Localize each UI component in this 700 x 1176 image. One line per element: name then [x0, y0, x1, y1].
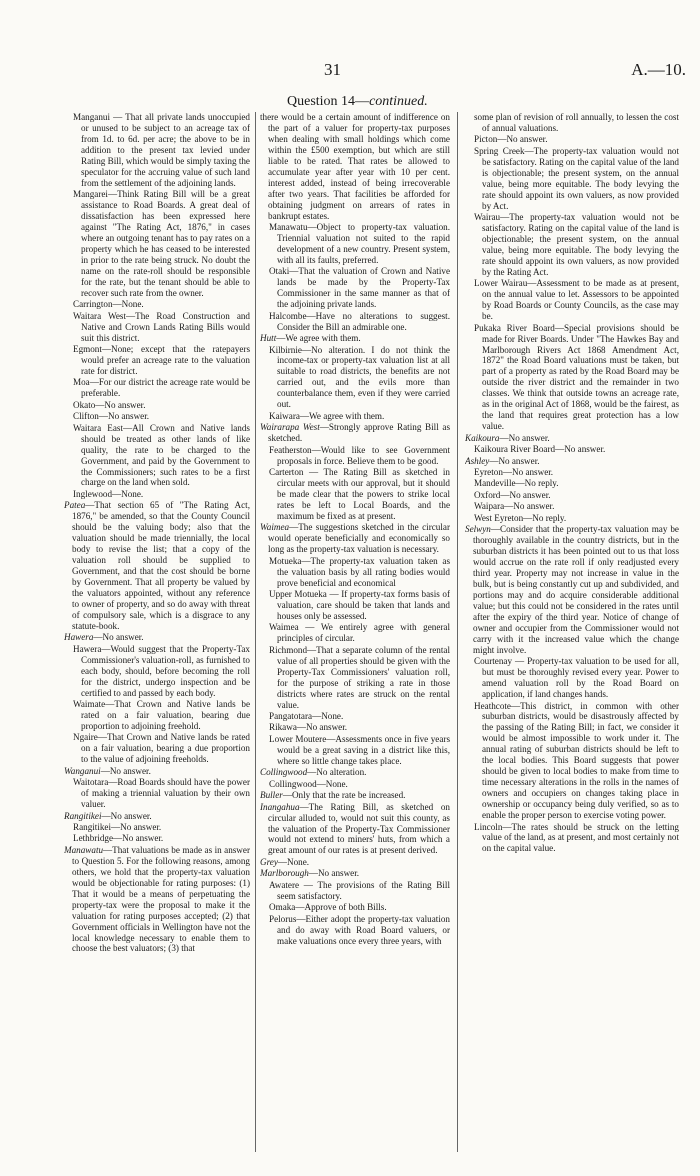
report-entry [465, 456, 679, 467]
report-entry [474, 323, 679, 433]
question-heading-continued: continued. [369, 94, 428, 109]
entry-text: Otaki—That the valuation of Crown and Native lands be made by the Property-Tax Commissioner in the same manner as that of the adjoining private lands. [269, 266, 450, 310]
county-heading: Hawera [64, 632, 94, 643]
column-divider-2 [457, 112, 458, 1152]
county-heading: Patea [64, 500, 86, 511]
report-entry [260, 333, 450, 344]
entry-text: Rikawa—No answer. [269, 722, 348, 733]
report-entry [260, 767, 450, 778]
entry-text: Featherston—Would like to see Government proposals in force. Believe them to be good. [269, 444, 450, 466]
county-heading: Inangahua [260, 801, 300, 812]
report-entry [269, 467, 450, 522]
report-entry [269, 345, 450, 411]
entry-text: Picton—No answer. [474, 134, 548, 145]
report-entry [474, 146, 679, 212]
report-entry [260, 790, 450, 801]
county-heading: Wanganui [64, 765, 101, 776]
entry-text: Motueka—The property-tax valuation taken as the valuation basis by all rating bodies would prove beneficial and economical [269, 555, 450, 588]
entry-text: Mangarei—Think Rating Bill will be a great assistance to Road Boards. A great deal of dissatisfaction has been expressed here against "The Rating Act, 1876," in cases where an outgoing tenant has to pay rates on a property which he has ceased to be interested in prior to the rate being struck. No doubt the name on the rate-roll should be responsible for the rate, but the tenant should be able to recover such rate from the owner. [73, 189, 250, 298]
entry-text: some plan of revision of roll annually, to lessen the cost of annual valuations. [474, 112, 679, 133]
page-header [0, 0, 700, 84]
report-entry [474, 822, 679, 855]
entry-text: Kaiwara—We agree with them. [269, 410, 385, 421]
report-entry [73, 489, 250, 500]
county-heading: Wairarapa West [260, 422, 320, 433]
report-entry [474, 490, 679, 501]
entry-text: Lower Moutere—Assessments once in five years would be a great saving in a district like this, where so little change takes place. [269, 733, 450, 766]
report-entry [64, 632, 250, 643]
entry-text: Carrington—None. [73, 299, 144, 310]
report-entry [474, 134, 679, 145]
report-entry [269, 222, 450, 266]
report-entry [260, 422, 450, 444]
report-entry [269, 880, 450, 902]
entry-text: Ngaire—That Crown and Native lands be rated on a fair valuation, bearing a due proportion to the value of adjoining freeholds. [73, 732, 250, 765]
report-entry [269, 556, 450, 589]
report-entry [73, 411, 250, 422]
document-reference: A.—10. [631, 60, 686, 79]
report-entry [474, 656, 679, 700]
report-entry [474, 444, 679, 455]
report-entry [73, 311, 250, 344]
entry-text: Lincoln—The rates should be struck on the letting value of the land, as at present, and most certainly not on the capital value. [474, 821, 679, 854]
entry-text: Waitara East—All Crown and Native lands should be treated as other lands of like quality, the rate to be charged to the Government, and paid by the Government to the Commissioners; such rates to be a first charge on the land when sold. [73, 422, 250, 488]
entry-text: Kilbirnie—No alteration. I do not think the income-tax or property-tax valuation list at all suitable to road districts, the benefits are not carried out, and the evils more than counterbalance them, even if they were carried out. [269, 344, 450, 410]
county-heading: Rangitikei [64, 810, 102, 821]
report-entry [73, 344, 250, 377]
entry-text: Okato—No answer. [73, 399, 146, 410]
report-entry [269, 445, 450, 467]
entry-text: Oxford—No answer. [474, 489, 551, 500]
entry-text: West Eyreton—No reply. [474, 512, 567, 523]
entry-text: —No answer. [308, 868, 360, 879]
county-heading: Collingwood [260, 767, 308, 778]
report-entry [474, 701, 679, 821]
report-entry [269, 711, 450, 722]
county-heading: Grey [260, 856, 278, 867]
entry-text: —Strongly approve Rating Bill as sketched. [268, 422, 450, 444]
entry-text: Pukaka River Board—Special provisions should be made for River Boards. Under "The Hawkes Bay and Marlborough Rivers Act 1868 Amendment Act, 1872" the Road Board valuations must be taken, but part of a property as rated by the Road Board may be outside the river district and the remainder in two classes. We think that outside towns an acreage rate, as in the original Act of 1868, would be the fairest, as the land that requires great protection has a low value. [474, 322, 679, 432]
report-entry [64, 766, 250, 777]
report-entry [269, 914, 450, 947]
report-entry [73, 699, 250, 732]
report-entry [269, 589, 450, 622]
report-entry [260, 868, 450, 879]
report-entry [269, 722, 450, 733]
county-heading: Kaikoura [465, 432, 500, 443]
entry-text: Halcombe—Have no alterations to suggest. Consider the Bill an admirable one. [269, 310, 450, 332]
entry-text: there would be a certain amount of indifference on the part of a valuer for property-tax purposes when dealing with small holdings which come within the £500 exemption, but which are still liable to be rated. That rates be allowed to accumulate year after year with 10 per cent. interest added, instead of being irrecoverable after two years. That facilities be afforded for obtaining judgment on arrears of rates in bankrupt estates. [260, 112, 450, 221]
entry-text: —The Rating Bill, as sketched on circular alluded to, would not suit this county, as the valuation of the Property-Tax Commissioner would not extend to miners' huts, from which a great amount of our rates is at present derived. [268, 801, 450, 856]
report-entry [73, 423, 250, 489]
entry-text: —No alteration. [307, 767, 367, 778]
entry-text: Eyreton—No answer. [474, 467, 554, 477]
county-heading: Waimea [260, 522, 290, 533]
entry-text: Rangitikei—No answer. [73, 822, 162, 832]
report-entry [474, 513, 679, 524]
report-entry [64, 845, 250, 955]
entry-text: Collingwood—None. [269, 778, 348, 789]
report-entry [269, 311, 450, 333]
text-column-3 [465, 112, 679, 1172]
entry-text: Manawatu—Object to property-tax valuation. Triennial valuation not suited to the rapid development of a new country. Present system, with all its faults, preferred. [269, 222, 450, 265]
report-entry [73, 833, 250, 844]
report-entry [465, 524, 679, 655]
entry-text: Hawera—Would suggest that the Property-Tax Commissioner's valuation-roll, as furnished to each body, should, before becoming the roll for the district, undergo inspection and be certified to and passed by each body. [73, 643, 250, 698]
report-entry [269, 779, 450, 790]
question-heading [287, 94, 428, 110]
entry-text: —No answer. [100, 765, 151, 776]
entry-text: Waimea — We entirely agree with general principles of circular. [269, 622, 450, 644]
entry-text: Richmond—That a separate column of the rental value of all properties should be given with the Property-Tax Commissioners' valuation roll, for the purpose of striking a rate in those districts where rates are struck on the rental value. [269, 644, 450, 710]
county-heading: Ashley [465, 455, 490, 466]
text-column-2 [260, 112, 450, 1172]
report-entry [73, 299, 250, 310]
report-entry [73, 377, 250, 399]
report-entry [474, 278, 679, 322]
page-number: 31 [324, 60, 341, 79]
entry-text: Kaikoura River Board—No answer. [474, 444, 606, 455]
entry-text: Waitotara—Road Boards should have the power of making a triennial valuation by their own valuer. [73, 777, 250, 810]
entry-text: Lower Wairau—Assessment to be made as at present, on the annual value to let. Assessors to be appointed by Road Boards or County Councils, as the case may be. [474, 278, 679, 322]
entry-text: —That valuations be made as in answer to Question 5. For the following reasons, among others, we hold that the property-tax valuation would be objectionable for rating purposes: (1) That it would be a means of perpetuating the property-tax were the proposal to make it the valuation for rating purposes accepted; (2) that Government officials in Wellington have not the local knowledge necessary to enable them to choose the best valuators; (3) that [72, 844, 250, 954]
report-entry [73, 112, 250, 189]
entry-text: Moa—For our district the acreage rate would be preferable. [73, 377, 250, 399]
question-heading-prefix: Question 14— [287, 94, 370, 109]
report-entry [73, 400, 250, 411]
report-entry [64, 500, 250, 631]
report-entry [474, 212, 679, 278]
report-entry [260, 857, 450, 868]
entry-text: Wairau—The property-tax valuation would not be satisfactory. Rating on the capital value of the land is objectionable; the present system, on the annual value, being more equitable. The body levying the rate should appoint its own valuers, as now provided by the Rating Act. [474, 212, 679, 277]
entry-text: Pelorus—Either adopt the property-tax valuation and do away with Road Board valuers, or make valuations once every three years, with [269, 913, 450, 946]
entry-text: Waitara West—The Road Construction and Native and Crown Lands Rating Bills would suit this district. [73, 310, 250, 343]
entry-text: —Consider that the property-tax valuation may be thoroughly available in the country districts, but in the suburban districts it has been pointed out to us that loss would accrue on the rate roll if only readjusted every third year. Property may not increase in value in the bulk, but is being constantly cut up and subdivided, and portions may and do acquire considerable additional value; but this could not be considered in the rates until after the expiry of the third year. Notice of change of owner and occupier from the Commissioner would not carry with it the increased value which the change might involve. [473, 524, 679, 655]
report-entry [73, 732, 250, 765]
report-entry [474, 467, 679, 478]
report-entry [269, 902, 450, 913]
entry-text: Mandeville—No reply. [474, 478, 559, 489]
entry-text: Upper Motueka — If property-tax forms basis of valuation, care should be taken that lands and houses only be assessed. [269, 588, 450, 621]
report-entry [64, 811, 250, 822]
entry-text: Awatere — The provisions of the Rating Bill seem satisfactory. [269, 879, 450, 901]
report-entry [260, 112, 450, 222]
entry-text: Courtenay — Property-tax valuation to be used for all, but must be thoroughly revised every year. Power to amend valuation roll by the Road Board on application, if land changes hands. [474, 656, 679, 700]
county-heading: Hutt [260, 333, 277, 344]
county-heading: Selwyn [465, 524, 491, 535]
entry-text: Pangatotara—None. [269, 710, 344, 721]
county-heading: Marlborough [260, 868, 309, 879]
county-heading: Buller [260, 790, 283, 801]
entry-text: —We agree with them. [276, 333, 361, 344]
entry-text: —None. [277, 856, 310, 867]
entry-text: Heathcote—This district, in common with other suburban districts, would be disastrously affected by the passing of the Rating Bill; in fact, we consider it would be almost impossible to work under it. The annual rating of suburban districts should be left to the local bodies. This Board suggests that power should be given to local bodies to make from time to time necessary alterations in the rolls in the names of owners and occupiers on changes taking place in ownership or occupancy being duly verified, so as to enable the proper person to exercise voting power. [474, 700, 679, 821]
entry-text: —No answer. [499, 432, 550, 443]
entry-text: —That section 65 of "The Rating Act, 1876," be amended, so that the County Council should be the valuing body; also that the valuation should be made triennially, the local body to revise the list; that a copy of the valuation roll should be supplied to Government, and that the cost should be borne by Government. That all property be valued by the valuators appointed, without any reference to owner of property, and so do away with threat of compulsory sale, which is a disgrace to any statute-book. [72, 500, 250, 631]
entry-text: —No answer. [93, 632, 144, 643]
entry-text: Omaka—Approve of both Bills. [269, 902, 387, 913]
report-entry [474, 501, 679, 512]
report-entry [465, 433, 679, 444]
report-entry [260, 522, 450, 555]
entry-text: Lethbridge—No answer. [73, 833, 164, 844]
report-entry [73, 777, 250, 810]
report-entry [269, 734, 450, 767]
report-entry [73, 189, 250, 299]
entry-text: Spring Creek—The property-tax valuation would not be satisfactory. Rating on the capital value of the land is objectionable; the present system, on the annual value, being more equitable. The body levying the rate should appoint its own valuers, as now provided by Act. [474, 145, 679, 211]
entry-text: —The suggestions sketched in the circular would operate beneficially and economically so long as the property-tax valuation is necessary. [268, 522, 450, 555]
text-column-1 [64, 112, 250, 1172]
entry-text: —No answer. [489, 455, 540, 466]
report-entry [260, 802, 450, 857]
entry-text: Clifton—No answer. [73, 411, 150, 422]
report-entry [474, 112, 679, 134]
entry-text: Carterton — The Rating Bill as sketched in circular meets with our approval, but it should be made clear that the powers to strike local rates be left to Local Boards, and the maximum be fixed as at present. [269, 467, 450, 521]
report-entry [73, 822, 250, 833]
column-divider-1 [255, 112, 256, 1152]
entry-text: Manganui — That all private lands unoccupied or unused to be subject to an acreage tax of from 1d. to 6d. per acre; the above to be in addition to the present tax levied under Rating Bill, which would be simply taxing the speculator for the accruing value of such land from the settlement of the adjoining lands. [73, 112, 250, 188]
report-entry [73, 644, 250, 699]
entry-text: —No answer. [101, 810, 152, 821]
entry-text: Waipara—No answer. [474, 501, 555, 512]
county-heading: Manawatu [64, 844, 104, 855]
report-entry [269, 645, 450, 711]
report-entry [269, 622, 450, 644]
entry-text: —Only that the rate be increased. [282, 790, 406, 801]
report-entry [269, 266, 450, 310]
report-entry [269, 411, 450, 422]
entry-text: Waimate—That Crown and Native lands be rated on a fair valuation, bearing due proportion to adjoining freehold. [73, 699, 250, 731]
entry-text: Egmont—None; except that the ratepayers would prefer an acreage rate to the valuation rate for district. [73, 344, 250, 376]
report-entry [474, 478, 679, 489]
entry-text: Inglewood—None. [73, 488, 144, 499]
